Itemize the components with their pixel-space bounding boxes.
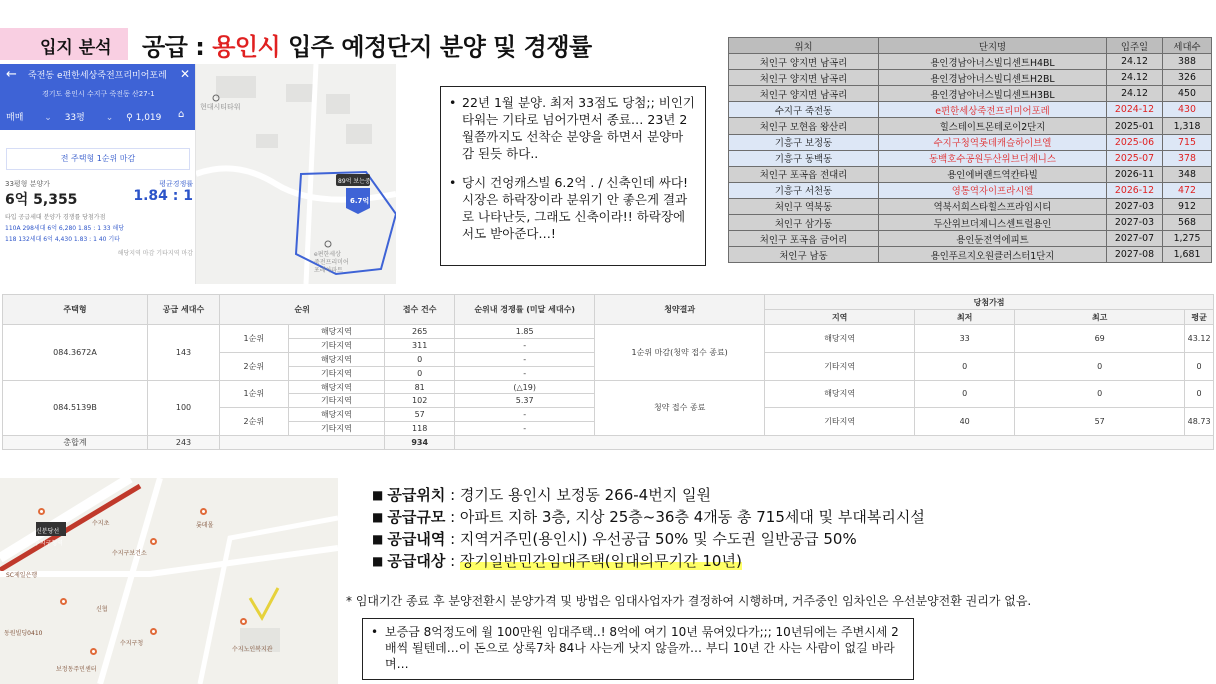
- phone-filter-row: [6, 110, 161, 123]
- table-cell: 118: [385, 422, 455, 436]
- table-cell: 348: [1163, 166, 1212, 182]
- table-cell: 0: [1015, 352, 1185, 380]
- map-label: 롯데몰: [196, 522, 214, 529]
- search-icon[interactable]: ⚲: [126, 113, 133, 123]
- supply-table: [728, 37, 1212, 263]
- table-cell: 두산위브더제니스센트럴용인: [879, 215, 1107, 231]
- table-cell: 처인구 포곡읍 금어리: [729, 231, 879, 247]
- table-cell: 2027-07: [1107, 231, 1163, 247]
- info-scale: ■ 공급규모 : 아파트 지하 3층, 지상 25층~36층 4개동 총 715세대 및 부대복리시설: [372, 508, 925, 526]
- map-label: 수지구청: [120, 640, 144, 647]
- table-cell: 40: [915, 408, 1015, 436]
- map-label: e편한세상: [314, 251, 341, 258]
- home-icon[interactable]: ⌂: [178, 109, 185, 120]
- col-header: 입주일: [1107, 38, 1163, 54]
- table-cell: 수지구 죽전동: [729, 102, 879, 118]
- table-row: [729, 118, 1212, 134]
- col-header: 최고: [1015, 310, 1185, 325]
- table-cell: 1.85: [455, 325, 595, 339]
- map-label: 수지노인복지관: [232, 646, 273, 653]
- table-row: [729, 247, 1212, 263]
- mini-table-header: 타입 공급세대 분양가 경쟁률 당첨가점: [5, 214, 106, 221]
- table-cell: 57: [1015, 408, 1185, 436]
- table-cell: 102: [385, 394, 455, 408]
- table-cell: 용인둔전역에피트: [879, 231, 1107, 247]
- competition-table-body: [3, 325, 1214, 450]
- table-cell: -: [455, 338, 595, 352]
- note-item: • 당시 건엉캐스빌 6.2억 . / 신축인데 싸다! 시장은 하락장이라 분위기 안 좋은게 결과로 나타난듯, 그래도 신축이라!! 하락장에서도 받아준다…!: [449, 174, 695, 242]
- col-header: 세대수: [1163, 38, 1212, 54]
- table-cell: 5.37: [455, 394, 595, 408]
- table-cell: 0: [1185, 380, 1214, 408]
- map-label: 수지구청역: [34, 540, 63, 547]
- phone-title: 죽전동 e편한세상죽전프리미어포레: [28, 71, 167, 81]
- table-cell: 용인경남아너스빌디센트H4BL: [879, 54, 1107, 70]
- table-row: [3, 380, 1214, 394]
- footnote: * 임대기간 종료 후 분양전환시 분양가격 및 방법은 임대사업자가 결정하여 시행하며, 거주중인 임차인은 우선분양전환 권리가 없음.: [346, 594, 1032, 608]
- chevron-down-icon: ⌄: [105, 113, 114, 123]
- table-cell: 265: [385, 325, 455, 339]
- col-header: 순위: [220, 295, 385, 325]
- table-cell: 기흥구 서천동: [729, 182, 879, 198]
- table-cell: 912: [1163, 198, 1212, 214]
- mini-table-legend: 해당지역 마감 기타지역 마감: [117, 250, 193, 257]
- table-cell: 1순위: [220, 380, 289, 408]
- map-label: 보정동주민센터: [56, 666, 97, 673]
- map-label: 포레아파트: [314, 267, 343, 274]
- table-cell: 해당지역: [288, 352, 385, 366]
- table-cell: 48.73: [1185, 408, 1214, 436]
- table-row: [729, 102, 1212, 118]
- table-row: [729, 86, 1212, 102]
- table-cell: 430: [1163, 102, 1212, 118]
- table-row: [729, 70, 1212, 86]
- title-prefix: 공급 :: [142, 33, 213, 61]
- phone-screenshot: [0, 64, 196, 284]
- price-value: 6억 5,355: [5, 192, 78, 208]
- table-cell: 0: [915, 380, 1015, 408]
- map-bottom-graphic: [0, 478, 338, 684]
- table-cell: e편한세상죽전프리미어포레: [879, 102, 1107, 118]
- table-cell: 동백호수공원두산위브더제니스: [879, 150, 1107, 166]
- table-cell: 24.12: [1107, 86, 1163, 102]
- table-row: [729, 182, 1212, 198]
- table-cell: 243: [148, 436, 220, 450]
- table-cell: 0: [1185, 352, 1214, 380]
- table-cell: 0: [915, 352, 1015, 380]
- map-label: 89억 보는중: [338, 178, 371, 185]
- table-cell: 총합계: [3, 436, 148, 450]
- table-cell: 처인구 남동: [729, 247, 879, 263]
- table-row: [729, 54, 1212, 70]
- table-cell: 934: [385, 436, 455, 450]
- table-row: [729, 215, 1212, 231]
- table-row: [729, 198, 1212, 214]
- table-cell: 기타지역: [765, 408, 915, 436]
- table-cell: 24.12: [1107, 54, 1163, 70]
- mini-table-row: 110A 298세대 6억 6,280 1.85 : 1 33 해당: [5, 225, 125, 232]
- view-count: 1,019: [135, 113, 162, 123]
- table-cell: 0: [385, 366, 455, 380]
- bottom-note-box: [362, 618, 914, 680]
- map-label: 동원빌딩0410: [4, 630, 43, 637]
- table-cell: 2027-03: [1107, 215, 1163, 231]
- table-cell: 해당지역: [288, 325, 385, 339]
- table-cell: -: [455, 408, 595, 422]
- table-row: [3, 325, 1214, 339]
- map-label: 신분당선: [36, 528, 60, 535]
- table-cell: 1,275: [1163, 231, 1212, 247]
- table-cell: 용인경남아너스빌디센트H3BL: [879, 86, 1107, 102]
- col-header: 공급 세대수: [148, 295, 220, 325]
- table-cell: 57: [385, 408, 455, 422]
- table-cell: -: [455, 352, 595, 366]
- table-cell: 450: [1163, 86, 1212, 102]
- info-location: ■ 공급위치 : 경기도 용인시 보정동 266-4번지 일원: [372, 486, 711, 504]
- table-cell: 100: [148, 380, 220, 436]
- table-cell: [220, 436, 385, 450]
- ratio-value: 1.84 : 1: [133, 188, 193, 204]
- price-caption: 33평형 분양가: [5, 180, 50, 188]
- table-cell: -: [455, 366, 595, 380]
- table-cell: 용인에버랜드역칸타빌: [879, 166, 1107, 182]
- note-item: • 22년 1월 분양. 최저 33점도 당첨;; 비인기 타워는 기타로 넘어가면서 종료… 23년 2월쯤까지도 선착순 분양을 하면서 분양마감 된듯 하다..: [449, 94, 695, 162]
- table-row: [729, 150, 1212, 166]
- table-cell: 2027-08: [1107, 247, 1163, 263]
- table-cell: 용인푸르지오원클러스터1단지: [879, 247, 1107, 263]
- table-cell: 해당지역: [765, 380, 915, 408]
- table-cell: 1,318: [1163, 118, 1212, 134]
- table-cell: (△19): [455, 380, 595, 394]
- col-header: 지역: [765, 310, 915, 325]
- table-cell: 힐스테이트몬테로이2단지: [879, 118, 1107, 134]
- type-filter[interactable]: 매매: [6, 113, 24, 123]
- table-cell: 568: [1163, 215, 1212, 231]
- table-cell: 기흥구 보정동: [729, 134, 879, 150]
- map-top-graphic: [196, 64, 396, 284]
- info-target: ■ 공급대상 : 장기일반민간임대주택(임대의무기간 10년): [372, 552, 742, 570]
- table-cell: 기타지역: [765, 352, 915, 380]
- col-header: 주택형: [3, 295, 148, 325]
- table-cell: 처인구 양지면 남곡리: [729, 86, 879, 102]
- map-label: 현대시티타워: [200, 103, 241, 111]
- map-label: 죽전프리미어: [314, 259, 349, 266]
- phone-header: [0, 64, 196, 130]
- bottom-note: • 보증금 8억정도에 월 100만원 임대주택..! 8억에 여기 10년 묶여있다가;;; 10년뒤에는 주변시세 2배씩 될텐데…이 돈으로 상록7차 84나 사는게 낫지 않을까… 부디 10년 간 사는 사람이 없길 바라며…: [371, 624, 903, 672]
- mini-table-row: 118 132세대 6억 4,430 1.83 : 1 40 기타: [5, 236, 120, 243]
- table-cell: 처인구 포곡읍 전대리: [729, 166, 879, 182]
- col-header: 당첨가점: [765, 295, 1214, 310]
- table-cell: 33: [915, 325, 1015, 353]
- map-label: SC제일은행: [6, 572, 38, 579]
- ratio-caption: 평균경쟁률: [159, 180, 193, 188]
- table-cell: -: [455, 422, 595, 436]
- table-cell: 해당지역: [288, 408, 385, 422]
- table-cell: 역북서희스타힐스프라임시티: [879, 198, 1107, 214]
- table-row: [729, 166, 1212, 182]
- table-cell: 2순위: [220, 408, 289, 436]
- table-cell: 084.3672A: [3, 325, 148, 381]
- col-header: 평균: [1185, 310, 1214, 325]
- map-label: 신협: [96, 606, 108, 613]
- table-cell: 처인구 역북동: [729, 198, 879, 214]
- table-cell: 처인구 모현읍 왕산리: [729, 118, 879, 134]
- total-row: [3, 436, 1214, 450]
- notes-box: [440, 86, 706, 266]
- table-cell: 해당지역: [765, 325, 915, 353]
- table-cell: 기타지역: [288, 394, 385, 408]
- chevron-down-icon: ⌄: [44, 113, 52, 123]
- table-cell: 용인경남아너스빌디센트H2BL: [879, 70, 1107, 86]
- map-top[interactable]: [196, 64, 396, 284]
- table-cell: 1,681: [1163, 247, 1212, 263]
- table-cell: 기타지역: [288, 338, 385, 352]
- table-cell: 084.5139B: [3, 380, 148, 436]
- tab-all-types[interactable]: 전 주택형 1순위 마감: [6, 148, 190, 170]
- table-cell: 143: [148, 325, 220, 381]
- table-row: [729, 134, 1212, 150]
- supply-table-body: [729, 54, 1212, 263]
- phone-address: 경기도 용인시 수지구 죽전동 산27-1: [42, 90, 155, 98]
- map-label: 수지구보건소: [112, 550, 147, 557]
- info-detail: ■ 공급내역 : 지역거주민(용인시) 우선공급 50% 및 수도권 일반공급 50%: [372, 530, 857, 548]
- table-cell: 326: [1163, 70, 1212, 86]
- table-cell: 43.12: [1185, 325, 1214, 353]
- phone-stats: [5, 179, 193, 209]
- table-cell: 처인구 양지면 남곡리: [729, 54, 879, 70]
- table-cell: 1순위: [220, 325, 289, 353]
- table-cell: 2026-12: [1107, 182, 1163, 198]
- competition-table: [2, 294, 1214, 450]
- page-title: [142, 27, 592, 62]
- table-cell: 2027-03: [1107, 198, 1163, 214]
- table-cell: 2025-06: [1107, 134, 1163, 150]
- table-cell: 2025-01: [1107, 118, 1163, 134]
- col-header: 최저: [915, 310, 1015, 325]
- table-cell: 388: [1163, 54, 1212, 70]
- table-cell: 472: [1163, 182, 1212, 198]
- title-suffix: 입주 예정단지 분양 및 경쟁률: [280, 33, 592, 61]
- table-row: [729, 231, 1212, 247]
- map-label: 6.7억: [350, 197, 370, 205]
- table-cell: 2024-12: [1107, 102, 1163, 118]
- section-tag: [0, 28, 128, 60]
- table-cell: 영통역자이프라시엘: [879, 182, 1107, 198]
- col-header: 청약결과: [595, 295, 765, 325]
- title-city: 용인시: [212, 33, 281, 61]
- table-cell: 378: [1163, 150, 1212, 166]
- table-cell: 311: [385, 338, 455, 352]
- col-header: 단지명: [879, 38, 1107, 54]
- table-cell: 해당지역: [288, 380, 385, 394]
- supply-info: [372, 484, 992, 572]
- table-cell: 24.12: [1107, 70, 1163, 86]
- phone-mini-table: [5, 212, 193, 259]
- map-label: 수지초: [92, 520, 110, 527]
- table-cell: 2025-07: [1107, 150, 1163, 166]
- table-cell: 기타지역: [288, 422, 385, 436]
- table-cell: 기타지역: [288, 366, 385, 380]
- table-cell: 2순위: [220, 352, 289, 380]
- table-cell: 0: [1015, 380, 1185, 408]
- section-tag-label: 입지 분석: [40, 38, 112, 58]
- col-header: 순위내 경쟁률 (미달 세대수): [455, 295, 595, 325]
- table-cell: 처인구 삼가동: [729, 215, 879, 231]
- col-header: 접수 건수: [385, 295, 455, 325]
- table-cell: 청약 접수 종료: [595, 380, 765, 436]
- table-cell: 처인구 양지면 남곡리: [729, 70, 879, 86]
- back-arrow-icon[interactable]: ←: [6, 67, 17, 82]
- map-bottom[interactable]: [0, 478, 338, 684]
- table-cell: 2026-11: [1107, 166, 1163, 182]
- size-filter[interactable]: 33평: [64, 113, 85, 123]
- close-icon[interactable]: ✕: [180, 67, 191, 81]
- table-cell: [455, 436, 1214, 450]
- table-cell: 기흥구 동백동: [729, 150, 879, 166]
- table-cell: 1순위 마감(청약 접수 종료): [595, 325, 765, 381]
- table-cell: 0: [385, 352, 455, 366]
- table-cell: 81: [385, 380, 455, 394]
- table-cell: 69: [1015, 325, 1185, 353]
- table-cell: 수지구청역롯데캐슬하이브엘: [879, 134, 1107, 150]
- table-cell: 715: [1163, 134, 1212, 150]
- col-header: 위치: [729, 38, 879, 54]
